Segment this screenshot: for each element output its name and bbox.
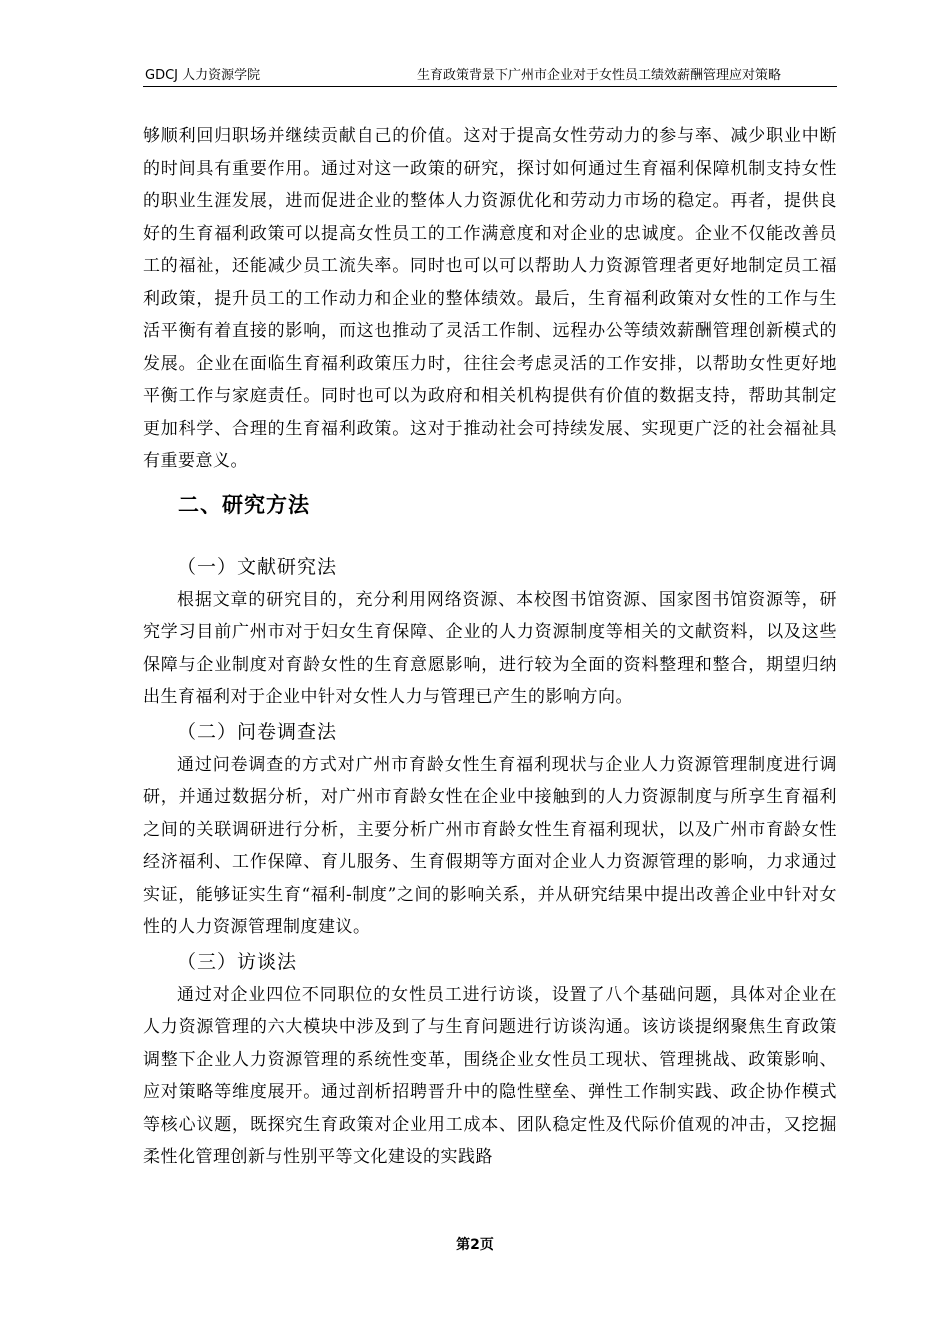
intro-paragraph: 够顺利回归职场并继续贡献自己的价值。这对于提高女性劳动力的参与率、减少职业中断的时间具有重要作用。通过对这一政策的研究，探讨如何通过生育福利保障机制支持女性的职业生涯发展，进而促进企业的整体人力资源优化和劳动力市场的稳定。再者，提供良好的生育福利政策可以提高女性员工的工作满意度和对企业的忠诚度。企业不仅能改善员工的福祉，还能减少员工流失率。同时也可以可以帮助人力资源管理者更好地制定员工福利政策，提升员工的工作动力和企业的整体绩效。最后，生育福利政策对女性的工作与生活平衡有着直接的影响，而这也推动了灵活工作制、远程办公等绩效薪酬管理创新模式的发展。企业在面临生育福利政策压力时，往往会考虑灵活的工作安排，以帮助女性更好地平衡工作与家庭责任。同时也可以为政府和相关机构提供有价值的数据支持，帮助其制定更加科学、合理的生育福利政策。这对于推动社会可持续发展、实现更广泛的社会福祉具有重要意义。 xyxy=(143,126,837,471)
header-paper-title: 生育政策背景下广州市企业对于女性员工绩效薪酬管理应对策略 xyxy=(416,68,781,83)
subsection-paragraph-literature: 根据文章的研究目的，充分利用网络资源、本校图书馆资源、国家图书馆资源等，研究学习目前广州市对于妇女生育保障、企业的人力资源制度等相关的文献资料，以及这些保障与企业制度对育龄女性的生育意愿影响，进行较为全面的资料整理和整合，期望归纳出生育福利对于企业中针对女性人力与管理已产生的影响方向。 xyxy=(143,589,837,707)
subsection-paragraph-survey: 通过问卷调查的方式对广州市育龄女性生育福利现状与企业人力资源管理制度进行调研，并通过数据分析，对广州市育龄女性在企业中接触到的人力资源制度与所享生育福利之间的关联调研进行分析，主要分析广州市育龄女性生育福利现状，以及广州市育龄女性经济福利、工作保障、育儿服务、生育假期等方面对企业人力资源管理的影响，力求通过实证，能够证实生育“福利-制度”之间的影响关系，并从研究结果中提出改善企业中针对女性的人力资源管理制度建议。 xyxy=(143,754,837,937)
section-heading: 二、研究方法 xyxy=(178,492,310,517)
subsection-heading-survey: （二）问卷调查法 xyxy=(177,720,338,743)
page-number: 第2页 xyxy=(456,1237,494,1253)
header-institution: GDCJ 人力资源学院 xyxy=(145,68,261,83)
page-content xyxy=(143,120,837,1174)
subsection-heading-literature: （一）文献研究法 xyxy=(177,555,338,578)
page-header xyxy=(143,68,837,87)
subsection-paragraph-interview: 通过对企业四位不同职位的女性员工进行访谈，设置了八个基础问题，具体对企业在人力资源管理的六大模块中涉及到了与生育问题进行访谈沟通。该访谈提纲聚焦生育政策调整下企业人力资源管理的系统性变革，围绕企业女性员工现状、管理挑战、政策影响、应对策略等维度展开。通过剖析招聘晋升中的隐性壁垒、弹性工作制实践、政企协作模式等核心议题，既探究生育政策对企业用工成本、团队稳定性及代际价值观的冲击，又挖掘柔性化管理创新与性别平等文化建设的实践路 xyxy=(143,984,837,1167)
subsection-heading-interview: （三）访谈法 xyxy=(177,950,298,973)
